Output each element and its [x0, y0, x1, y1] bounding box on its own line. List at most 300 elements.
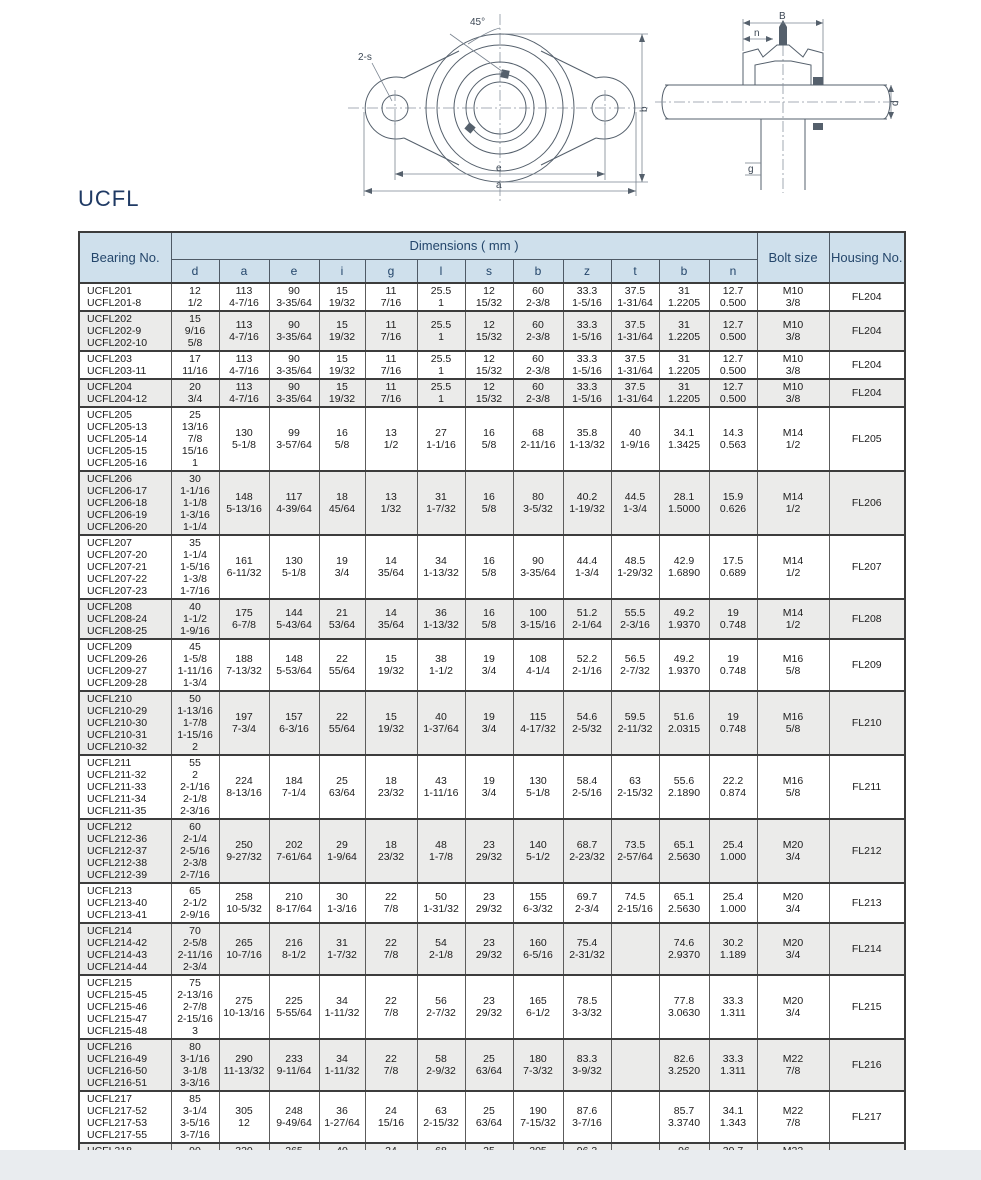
cell-line: 258 — [235, 891, 253, 903]
dim-i-cell — [319, 691, 365, 755]
cell-line: 1/2 — [785, 619, 801, 631]
cell-line: 1-13/16 — [177, 705, 213, 717]
cell-line: 14 — [385, 555, 397, 567]
cell-line: UCFL216 — [87, 1041, 132, 1053]
cell-line: 25 — [189, 409, 201, 421]
dim-e-cell — [269, 407, 319, 471]
page-title: UCFL — [78, 186, 140, 211]
cell-line: UCFL208-25 — [87, 625, 148, 637]
dim-t-cell — [611, 883, 659, 923]
bearing-no-cell — [79, 407, 171, 471]
cell-line: 3/4 — [187, 393, 203, 405]
dim-z-cell — [563, 1039, 611, 1091]
cell-line: 2-1/16 — [572, 665, 602, 677]
cell-line: 25 — [483, 1105, 495, 1117]
cell-line: 1-1/4 — [183, 521, 207, 533]
cell-line: UCFL211-32 — [87, 769, 147, 781]
cell-line: 1-11/16 — [423, 787, 459, 799]
cell-line: 3/4 — [481, 787, 497, 799]
dim-g-cell — [365, 599, 417, 639]
cell-line: 2 — [192, 769, 198, 781]
dim-n-cell — [709, 599, 757, 639]
cell-line: UCFL213-41 — [87, 909, 148, 921]
cell-line: UCFL215-46 — [87, 1001, 148, 1013]
cell-line: 2-3/8 — [183, 857, 207, 869]
cell-line: 23/32 — [377, 851, 405, 863]
dim-z-cell — [563, 599, 611, 639]
cell-line: 2-15/32 — [617, 787, 653, 799]
cell-line: 2-11/16 — [520, 439, 556, 451]
cell-line: 1-5/16 — [572, 297, 602, 309]
cell-line: 25 — [483, 1053, 495, 1065]
cell-line: 28.1 — [673, 491, 695, 503]
dim-d-cell — [171, 311, 219, 351]
bolt-size-cell — [757, 755, 829, 819]
cell-line: 1 — [438, 297, 444, 309]
dim-l-cell — [417, 351, 465, 379]
cell-line: 19 — [483, 775, 495, 787]
cell-line: 1-11/32 — [324, 1065, 360, 1077]
cell-line: 3/8 — [785, 365, 801, 377]
cell-line: 1-9/64 — [327, 851, 357, 863]
dim-b2-cell — [659, 819, 709, 883]
cell-line: 2-9/32 — [426, 1065, 456, 1077]
cell-line: 180 — [529, 1053, 547, 1065]
cell-line: 0.500 — [719, 297, 747, 309]
dim-b2-cell — [659, 755, 709, 819]
cell-line: 31 — [678, 319, 690, 331]
cell-line: 7/8 — [383, 1007, 399, 1019]
cell-line: 56.5 — [624, 653, 646, 665]
dim-a-cell — [219, 883, 269, 923]
dim-i-cell — [319, 471, 365, 535]
cell-line: 1.2205 — [667, 365, 701, 377]
cell-line: 9/16 — [184, 325, 206, 337]
dim-b1-cell — [513, 1039, 563, 1091]
cell-line: 130 — [529, 775, 547, 787]
dim-a-cell — [219, 471, 269, 535]
cell-line: UCFL217-53 — [87, 1117, 148, 1129]
cell-line: 210 — [285, 891, 303, 903]
dim-n-cell — [709, 691, 757, 755]
dim-a-cell — [219, 283, 269, 311]
cell-line: 1-7/16 — [180, 585, 210, 597]
cell-line: 22 — [385, 937, 397, 949]
cell-line: 18 — [336, 491, 348, 503]
cell-line: 37.5 — [624, 381, 646, 393]
cell-line: 0.500 — [719, 331, 747, 343]
cell-line: 19 — [727, 653, 739, 665]
cell-line: 10-7/16 — [226, 949, 262, 961]
cell-line: UCFL208-24 — [87, 613, 148, 625]
cell-line: 1-3/16 — [180, 509, 210, 521]
dim-z-cell — [563, 1091, 611, 1143]
cell-line: UCFL205-14 — [87, 433, 148, 445]
dim-b1-cell — [513, 379, 563, 407]
cell-line: 19/32 — [328, 365, 356, 377]
cell-line: 19 — [483, 653, 495, 665]
dim-s-cell — [465, 407, 513, 471]
cell-line: 160 — [529, 937, 547, 949]
bolt-size-cell — [757, 471, 829, 535]
bolt-size-cell — [757, 819, 829, 883]
cell-line: 190 — [529, 1105, 547, 1117]
cell-line: UCFL203 — [87, 353, 132, 365]
header-col-a: a — [219, 260, 269, 284]
dim-s-cell — [465, 599, 513, 639]
dim-i-cell — [319, 1091, 365, 1143]
cell-line: UCFL216-49 — [87, 1053, 148, 1065]
cell-line: 49.2 — [673, 607, 695, 619]
cell-line: 2-7/8 — [183, 1001, 207, 1013]
dim-l-cell — [417, 471, 465, 535]
cell-line: 12 — [238, 1117, 250, 1129]
cell-line: 15/16 — [181, 445, 209, 457]
dim-g-cell — [365, 283, 417, 311]
dim-l-cell — [417, 883, 465, 923]
dim-t-cell — [611, 379, 659, 407]
header-col-i: i — [319, 260, 365, 284]
cell-line: 11 — [385, 319, 397, 331]
cell-line: 40 — [629, 427, 641, 439]
cell-line: 3 — [192, 1025, 198, 1037]
housing-no-cell — [829, 351, 905, 379]
cell-line: 100 — [529, 607, 547, 619]
cell-line: 63 — [435, 1105, 447, 1117]
dim-g-cell — [365, 755, 417, 819]
cell-line: UCFL210-30 — [87, 717, 148, 729]
cell-line: 19/32 — [328, 393, 356, 405]
dim-t-cell — [611, 1091, 659, 1143]
dim-d-cell — [171, 471, 219, 535]
dim-b1-cell — [513, 975, 563, 1039]
cell-line: 90 — [288, 319, 300, 331]
cell-line: UCFL201 — [87, 285, 132, 297]
dim-g-cell — [365, 819, 417, 883]
housing-no-cell — [829, 1039, 905, 1091]
cell-line: 19 — [483, 711, 495, 723]
cell-line: 37.5 — [624, 319, 646, 331]
table-row — [79, 819, 905, 883]
housing-no-cell — [829, 407, 905, 471]
cell-line: 30 — [336, 891, 348, 903]
cell-line: 14 — [385, 607, 397, 619]
cell-line: 3.3740 — [667, 1117, 701, 1129]
table-row — [79, 351, 905, 379]
cell-line: 2-31/32 — [569, 949, 605, 961]
cell-line: 1/2 — [383, 439, 399, 451]
dim-e-cell — [269, 883, 319, 923]
cell-line: 197 — [235, 711, 253, 723]
cell-line: 2-5/8 — [183, 937, 207, 949]
cell-line: FL205 — [851, 433, 882, 445]
cell-line: 55.5 — [624, 607, 646, 619]
dim-b2-cell — [659, 923, 709, 975]
dim-a-cell — [219, 691, 269, 755]
side-view-diagram — [655, 5, 905, 195]
dim-a-cell — [219, 1039, 269, 1091]
cell-line: 2.1890 — [667, 787, 701, 799]
cell-line: 2-1/16 — [180, 781, 210, 793]
cell-line: M14 — [782, 607, 804, 619]
dim-e-cell — [269, 755, 319, 819]
dim-t-cell — [611, 351, 659, 379]
dim-d-cell — [171, 379, 219, 407]
cell-line: 90 — [288, 353, 300, 365]
cell-line: 12.7 — [722, 285, 744, 297]
cell-line: UCFL209-26 — [87, 653, 148, 665]
cell-line: 58 — [435, 1053, 447, 1065]
cell-line: M10 — [782, 353, 804, 365]
cell-line: UCFL204-12 — [87, 393, 148, 405]
cell-line: 22 — [385, 891, 397, 903]
cell-line: 3-35/64 — [276, 331, 312, 343]
cell-line: 63/64 — [328, 787, 356, 799]
cell-line: 2-15/32 — [423, 1117, 459, 1129]
dim-i-cell — [319, 1039, 365, 1091]
cell-line: 60 — [532, 353, 544, 365]
cell-line: 1-31/64 — [617, 297, 653, 309]
dim-b2-cell — [659, 975, 709, 1039]
cell-line: 7/16 — [380, 393, 402, 405]
cell-line: 27 — [435, 427, 447, 439]
header-col-s: s — [465, 260, 513, 284]
dim-b1-cell — [513, 351, 563, 379]
dim-i-cell — [319, 535, 365, 599]
cell-line: 31 — [435, 491, 447, 503]
bearing-no-cell — [79, 471, 171, 535]
dim-b1-cell — [513, 923, 563, 975]
dim-d-cell — [171, 535, 219, 599]
cell-line: 65.1 — [673, 891, 695, 903]
cell-line: 2-7/32 — [426, 1007, 456, 1019]
dim-b1-cell — [513, 883, 563, 923]
table-row — [79, 691, 905, 755]
cell-line: 35 — [189, 537, 201, 549]
table-row — [79, 923, 905, 975]
cell-line: 12.7 — [722, 381, 744, 393]
dim-s-cell — [465, 471, 513, 535]
cell-line: 8-13/16 — [226, 787, 262, 799]
cell-line: 23 — [483, 995, 495, 1007]
cell-line: 0.748 — [719, 723, 747, 735]
dim-l-cell — [417, 379, 465, 407]
header-housing-no: Housing No. — [829, 232, 905, 283]
dim-l-cell — [417, 1091, 465, 1143]
cell-line: 25.5 — [430, 353, 452, 365]
cell-line: 63/64 — [475, 1117, 503, 1129]
dim-n-cell — [709, 351, 757, 379]
cell-line: UCFL210 — [87, 693, 132, 705]
cell-line: UCFL215 — [87, 977, 132, 989]
dim-b2-cell — [659, 599, 709, 639]
dim-z-cell — [563, 311, 611, 351]
cell-line: UCFL206-20 — [87, 521, 148, 533]
bearing-no-cell — [79, 311, 171, 351]
cell-line: 75 — [189, 977, 201, 989]
cell-line: 1/2 — [785, 439, 801, 451]
cell-line: FL210 — [851, 717, 882, 729]
cell-line: 1-1/2 — [183, 613, 207, 625]
cell-line: 1-5/16 — [572, 393, 602, 405]
dim-z-cell — [563, 819, 611, 883]
dim-d-cell — [171, 1039, 219, 1091]
cell-line: 5-13/16 — [226, 503, 262, 515]
cell-line: 5/8 — [481, 567, 497, 579]
cell-line: 85 — [189, 1093, 201, 1105]
cell-line: 1-7/8 — [183, 717, 207, 729]
table-row — [79, 639, 905, 691]
header-col-b2: b — [659, 260, 709, 284]
cell-line: 4-17/32 — [520, 723, 556, 735]
cell-line: 12 — [483, 319, 495, 331]
cell-line: 1-7/8 — [429, 851, 453, 863]
dim-d-cell — [171, 819, 219, 883]
dim-z-cell — [563, 351, 611, 379]
cell-line: 3-7/16 — [572, 1117, 602, 1129]
cell-line: 1-31/64 — [617, 393, 653, 405]
dim-n-cell — [709, 283, 757, 311]
cell-line: 2-5/16 — [572, 787, 602, 799]
cell-line: 3/8 — [785, 297, 801, 309]
cell-line: 37.5 — [624, 285, 646, 297]
cell-line: 25.5 — [430, 285, 452, 297]
cell-line: 12.7 — [722, 353, 744, 365]
dim-n-cell — [709, 923, 757, 975]
cell-line: 12 — [483, 381, 495, 393]
cell-line: 1-3/4 — [183, 677, 207, 689]
cell-line: 3-35/64 — [520, 567, 556, 579]
header-bearing-no: Bearing No. — [79, 232, 171, 283]
dim-b-label: b — [639, 106, 650, 112]
cell-line: UCFL205-13 — [87, 421, 148, 433]
dim-i-cell — [319, 923, 365, 975]
header-col-e: e — [269, 260, 319, 284]
housing-no-cell — [829, 471, 905, 535]
cell-line: 43 — [435, 775, 447, 787]
cell-line: 0.500 — [719, 393, 747, 405]
dim-e-label: e — [496, 163, 502, 174]
cell-line: UCFL212-37 — [87, 845, 148, 857]
bearing-no-cell — [79, 975, 171, 1039]
dim-i-cell — [319, 407, 365, 471]
cell-line: 1.189 — [719, 949, 747, 961]
grease-fitting — [779, 27, 787, 45]
cell-line: 2-5/32 — [572, 723, 602, 735]
dim-e-cell — [269, 923, 319, 975]
cell-line: 2-9/16 — [180, 909, 210, 921]
cell-line: 3-35/64 — [276, 393, 312, 405]
dim-s-cell — [465, 923, 513, 975]
cell-line: 11-13/32 — [223, 1065, 265, 1077]
cell-line: 130 — [285, 555, 303, 567]
housing-no-cell — [829, 883, 905, 923]
cell-line: 4-7/16 — [229, 393, 259, 405]
cell-line: 275 — [235, 995, 253, 1007]
cell-line: 5-1/8 — [282, 567, 306, 579]
cell-line: 30.2 — [722, 937, 744, 949]
cell-line: 19/32 — [377, 665, 405, 677]
dim-b1-cell — [513, 755, 563, 819]
dim-b2-cell — [659, 1039, 709, 1091]
cell-line: 7/16 — [380, 365, 402, 377]
bearing-no-cell — [79, 1091, 171, 1143]
cell-line: 19 — [336, 555, 348, 567]
cell-line: 17.5 — [722, 555, 744, 567]
dim-a-cell — [219, 379, 269, 407]
cell-line: 19 — [727, 711, 739, 723]
cell-line: 6-11/32 — [226, 567, 262, 579]
cell-line: 29/32 — [475, 851, 503, 863]
cell-line: 1-27/64 — [324, 1117, 360, 1129]
cell-line: 5/8 — [481, 503, 497, 515]
cell-line: 188 — [235, 653, 253, 665]
cell-line: 2-1/8 — [429, 949, 453, 961]
cell-line: 18 — [385, 839, 397, 851]
bearing-no-cell — [79, 639, 171, 691]
cell-line: 3/8 — [785, 393, 801, 405]
cell-line: 1-13/32 — [423, 619, 459, 631]
bearing-no-cell — [79, 379, 171, 407]
dim-b1-cell — [513, 599, 563, 639]
cell-line: M16 — [782, 775, 804, 787]
table-row — [79, 283, 905, 311]
cell-line: 2-3/16 — [180, 805, 210, 817]
dim-t-cell — [611, 755, 659, 819]
dim-n-cell — [709, 407, 757, 471]
cell-line: UCFL205 — [87, 409, 132, 421]
cell-line: 7-13/32 — [226, 665, 262, 677]
cell-line: 38 — [435, 653, 447, 665]
bolt-hole-qty-label: 2-s — [358, 52, 372, 63]
cell-line: M22 — [782, 1105, 804, 1117]
cell-line: 3/4 — [481, 665, 497, 677]
cell-line: 3-1/4 — [183, 1105, 207, 1117]
dim-d-cell — [171, 923, 219, 975]
dim-a-cell — [219, 535, 269, 599]
cell-line: 33.3 — [576, 381, 598, 393]
dim-i-cell — [319, 283, 365, 311]
cell-line: 45/64 — [328, 503, 356, 515]
cell-line: UCFL212-39 — [87, 869, 148, 881]
cell-line: 54 — [435, 937, 447, 949]
cell-line: 3-9/32 — [572, 1065, 602, 1077]
dim-s-cell — [465, 283, 513, 311]
cell-line: 63 — [629, 775, 641, 787]
cell-line: 1-5/16 — [572, 365, 602, 377]
dim-g-cell — [365, 379, 417, 407]
cell-line: 1.9370 — [667, 665, 701, 677]
cell-line: 7-1/4 — [282, 787, 306, 799]
cell-line: 52.2 — [576, 653, 598, 665]
cell-line: M10 — [782, 319, 804, 331]
cell-line: 8-1/2 — [282, 949, 306, 961]
cell-line: 15/32 — [475, 393, 503, 405]
dim-a-cell — [219, 819, 269, 883]
cell-line: 1-29/32 — [617, 567, 653, 579]
cell-line: 53/64 — [328, 619, 356, 631]
table-row — [79, 883, 905, 923]
dim-b1-cell — [513, 471, 563, 535]
cell-line: 1-7/32 — [327, 949, 357, 961]
cell-line: 15 — [336, 285, 348, 297]
cell-line: 7/8 — [785, 1117, 801, 1129]
dim-t-cell — [611, 471, 659, 535]
cell-line: UCFL212-36 — [87, 833, 148, 845]
header-dimensions: Dimensions ( mm ) — [171, 232, 757, 260]
dim-a-label: a — [496, 180, 502, 191]
cell-line: 216 — [285, 937, 303, 949]
